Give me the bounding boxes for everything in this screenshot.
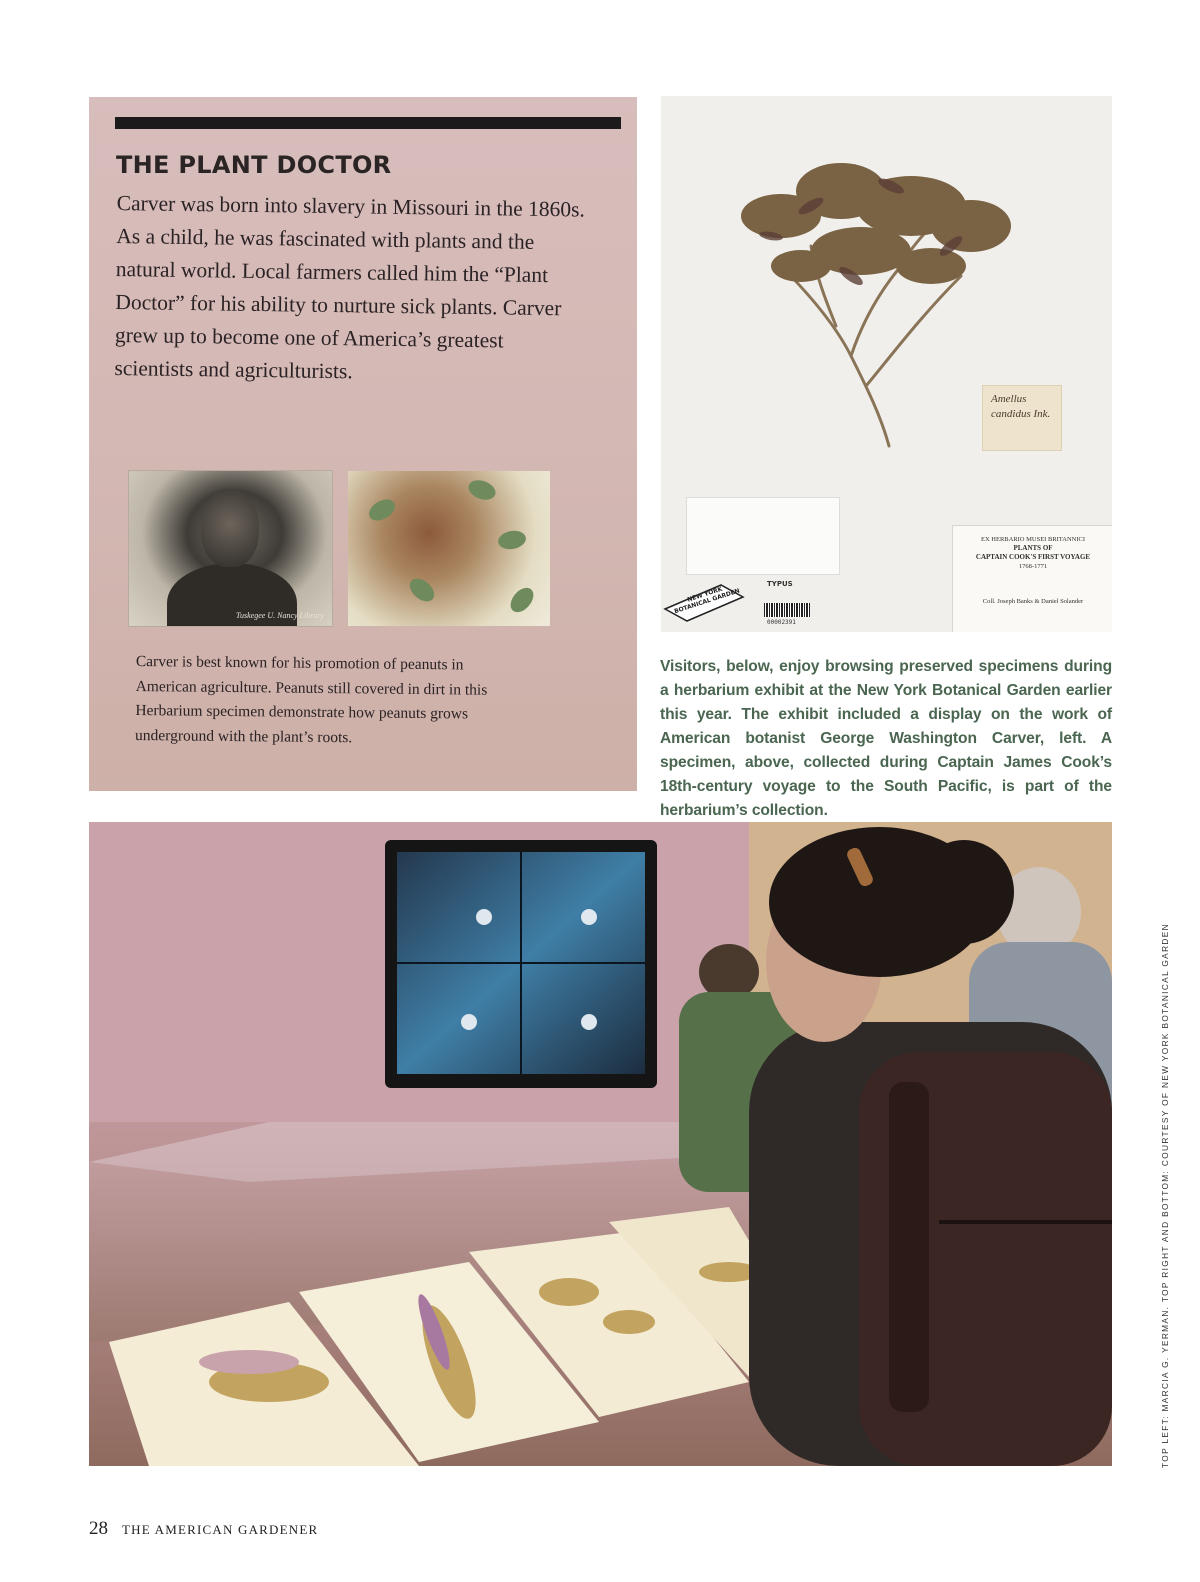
peanut-specimen-image bbox=[348, 471, 550, 626]
leaf bbox=[405, 574, 438, 606]
visitors-scene bbox=[89, 822, 1112, 1466]
panel-body-text: Carver was born into slavery in Missouri in the 1860s. As a child, he was fascinated with plants and the natural world. Local farmers called him the “Plant Doctor” for his ability to nurture sick plants. Carver grew up to become one of America’s greatest scientists and agriculturists. bbox=[114, 190, 586, 384]
panel-heading: THE PLANT DOCTOR bbox=[116, 151, 392, 179]
visitors-photo bbox=[89, 822, 1112, 1466]
exhibit-panel-photo bbox=[89, 97, 637, 791]
panel-secondary-text: Carver is best known for his promotion of peanuts in American agriculture. Peanuts still covered in dirt in this Herbarium specimen demonstrate how peanuts grows underground with the plant’s roots. bbox=[135, 652, 488, 746]
label-collector: Coll. Joseph Banks & Daniel Solander bbox=[982, 598, 1084, 605]
folio bbox=[89, 1518, 318, 1540]
barcode-number: 00002391 bbox=[767, 619, 796, 626]
label-line-2: PLANTS OF bbox=[1013, 544, 1053, 552]
leaf bbox=[365, 495, 398, 525]
label-line-3: CAPTAIN COOK'S FIRST VOYAGE bbox=[975, 553, 1091, 561]
typus-stamp: TYPUS bbox=[767, 580, 793, 588]
leaf bbox=[497, 529, 528, 552]
barcode bbox=[764, 603, 810, 617]
handwritten-note: Amellus candidus Ink. bbox=[983, 386, 1061, 450]
panel-rule bbox=[115, 117, 621, 129]
leaf bbox=[466, 477, 498, 503]
herbarium-specimen-photo bbox=[661, 96, 1112, 632]
page-number: 28 bbox=[89, 1518, 108, 1539]
carver-portrait bbox=[129, 471, 332, 626]
nybg-stamp-text: NEW YORK BOTANICAL GARDEN bbox=[673, 585, 741, 616]
leaf bbox=[506, 583, 538, 616]
label-line-4: 1768-1771 bbox=[1018, 563, 1048, 570]
photo-caption: Visitors, below, enjoy browsing preserved specimens during a herbarium exhibit at the New York Botanical Garden earlier this year. The exhibit included a display on the work of American botanist George Washington Carver, left. A specimen, above, collected during Captain James Cook’s 18th-century voyage to the South Pacific, is part of the herbarium’s collection. bbox=[660, 658, 1112, 819]
specimen-envelope bbox=[687, 498, 839, 574]
label-line-1: EX HERBARIO MUSEI BRITANNICI bbox=[980, 536, 1086, 543]
photo-credit: TOP LEFT: MARCIA G. YERMAN. TOP RIGHT AND BOTTOM: COURTESY OF NEW YORK BOTANICAL GARDEN bbox=[1160, 923, 1170, 1468]
specimen-label bbox=[953, 526, 1112, 632]
portrait-caption: Tuskegee U. Nancy Library bbox=[236, 611, 324, 620]
magazine-title: THE AMERICAN GARDENER bbox=[122, 1522, 319, 1537]
portrait-face bbox=[201, 489, 259, 567]
